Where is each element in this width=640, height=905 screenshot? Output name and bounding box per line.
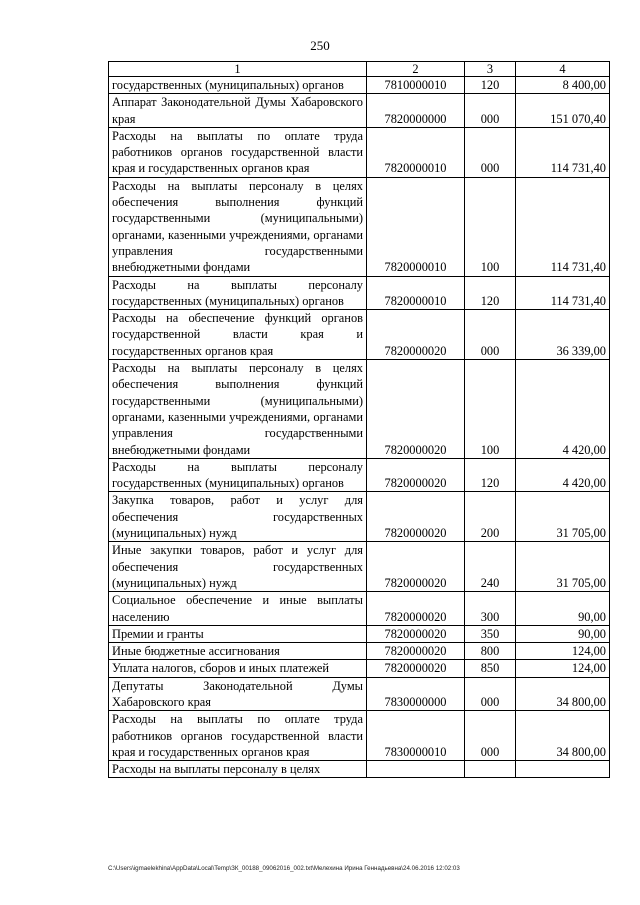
row-vr-cell: 850 [465,660,516,677]
table-row [109,310,610,360]
row-amount-cell: 90,00 [516,625,610,642]
row-vr-cell: 350 [465,625,516,642]
table-row [109,127,610,177]
table-row [109,94,610,128]
row-amount-cell: 34 800,00 [516,677,610,711]
row-vr-cell: 000 [465,677,516,711]
table-row [109,660,610,677]
row-vr-cell: 120 [465,458,516,492]
row-vr-cell [465,761,516,778]
row-name-cell: Расходы на выплаты по оплате труда работников органов государственной власти края и государственных органов края [109,711,367,761]
table-row [109,643,610,660]
row-code-cell: 7820000020 [367,592,465,626]
row-amount-cell: 114 731,40 [516,127,610,177]
row-code-cell: 7810000010 [367,77,465,94]
table-row [109,360,610,459]
row-name-cell: Расходы на выплаты персоналу государственных (муниципальных) органов [109,276,367,310]
table-row [109,542,610,592]
table-row [109,677,610,711]
header-col-1: 1 [109,62,367,77]
table-row [109,592,610,626]
row-name-cell: государственных (муниципальных) органов [109,77,367,94]
row-amount-cell: 4 420,00 [516,458,610,492]
row-amount-cell: 34 800,00 [516,711,610,761]
row-name-cell: Расходы на выплаты персоналу в целях обеспечения выполнения функций государственными (муниципальными) органами, казенными учреждениями, органами управления государственными внебюджетными фондами [109,360,367,459]
row-code-cell [367,761,465,778]
row-vr-cell: 800 [465,643,516,660]
header-col-3: 3 [465,62,516,77]
row-amount-cell: 31 705,00 [516,542,610,592]
row-code-cell: 7820000020 [367,625,465,642]
row-name-cell: Расходы на выплаты по оплате труда работников органов государственной власти края и государственных органов края [109,127,367,177]
row-amount-cell: 124,00 [516,643,610,660]
row-amount-cell: 114 731,40 [516,276,610,310]
row-code-cell: 7820000020 [367,660,465,677]
row-name-cell: Депутаты Законодательной Думы Хабаровского края [109,677,367,711]
row-vr-cell: 000 [465,310,516,360]
table-row [109,458,610,492]
row-amount-cell: 151 070,40 [516,94,610,128]
row-vr-cell: 200 [465,492,516,542]
row-amount-cell: 4 420,00 [516,360,610,459]
row-amount-cell: 124,00 [516,660,610,677]
file-path-footer: C:\Users\igmaelekhina\AppData\Local\Temp\ЗК_00188_09062016_002.txt\Мелехина Ирина Геннадьевна\24.06.2016 12:02:03 [108,865,460,872]
header-col-2: 2 [367,62,465,77]
budget-table [108,61,610,778]
row-vr-cell: 000 [465,94,516,128]
row-amount-cell: 31 705,00 [516,492,610,542]
page-number: 250 [310,38,330,53]
row-vr-cell: 240 [465,542,516,592]
row-code-cell: 7820000020 [367,310,465,360]
table-row [109,492,610,542]
row-name-cell: Расходы на обеспечение функций органов государственной власти края и государственных органов края [109,310,367,360]
row-code-cell: 7820000010 [367,177,465,276]
row-vr-cell: 000 [465,127,516,177]
row-vr-cell: 100 [465,360,516,459]
table-row [109,711,610,761]
row-name-cell: Уплата налогов, сборов и иных платежей [109,660,367,677]
row-amount-cell: 114 731,40 [516,177,610,276]
table-row [109,761,610,778]
row-name-cell: Иные бюджетные ассигнования [109,643,367,660]
row-code-cell: 7820000020 [367,492,465,542]
table-row [109,625,610,642]
row-code-cell: 7820000010 [367,127,465,177]
row-name-cell: Социальное обеспечение и иные выплаты населению [109,592,367,626]
row-code-cell: 7820000010 [367,276,465,310]
row-code-cell: 7820000020 [367,458,465,492]
row-amount-cell: 36 339,00 [516,310,610,360]
row-name-cell: Иные закупки товаров, работ и услуг для обеспечения государственных (муниципальных) нужд [109,542,367,592]
row-name-cell: Расходы на выплаты персоналу государственных (муниципальных) органов [109,458,367,492]
table-header-row [109,62,610,77]
row-name-cell: Закупка товаров, работ и услуг для обеспечения государственных (муниципальных) нужд [109,492,367,542]
row-code-cell: 7830000000 [367,677,465,711]
row-code-cell: 7820000020 [367,542,465,592]
row-amount-cell [516,761,610,778]
header-col-4: 4 [516,62,610,77]
row-vr-cell: 100 [465,177,516,276]
row-name-cell: Расходы на выплаты персоналу в целях обеспечения выполнения функций государственными (муниципальными) органами, казенными учреждениями, органами управления государственными внебюджетными фондами [109,177,367,276]
row-name-cell: Расходы на выплаты персоналу в целях [109,761,367,778]
row-code-cell: 7820000020 [367,360,465,459]
table-row [109,276,610,310]
row-name-cell: Премии и гранты [109,625,367,642]
row-vr-cell: 000 [465,711,516,761]
row-name-cell: Аппарат Законодательной Думы Хабаровского края [109,94,367,128]
row-code-cell: 7820000020 [367,643,465,660]
row-code-cell: 7830000010 [367,711,465,761]
row-amount-cell: 90,00 [516,592,610,626]
row-code-cell: 7820000000 [367,94,465,128]
table-row [109,177,610,276]
table-row [109,77,610,94]
row-vr-cell: 120 [465,276,516,310]
row-amount-cell: 8 400,00 [516,77,610,94]
row-vr-cell: 300 [465,592,516,626]
row-vr-cell: 120 [465,77,516,94]
